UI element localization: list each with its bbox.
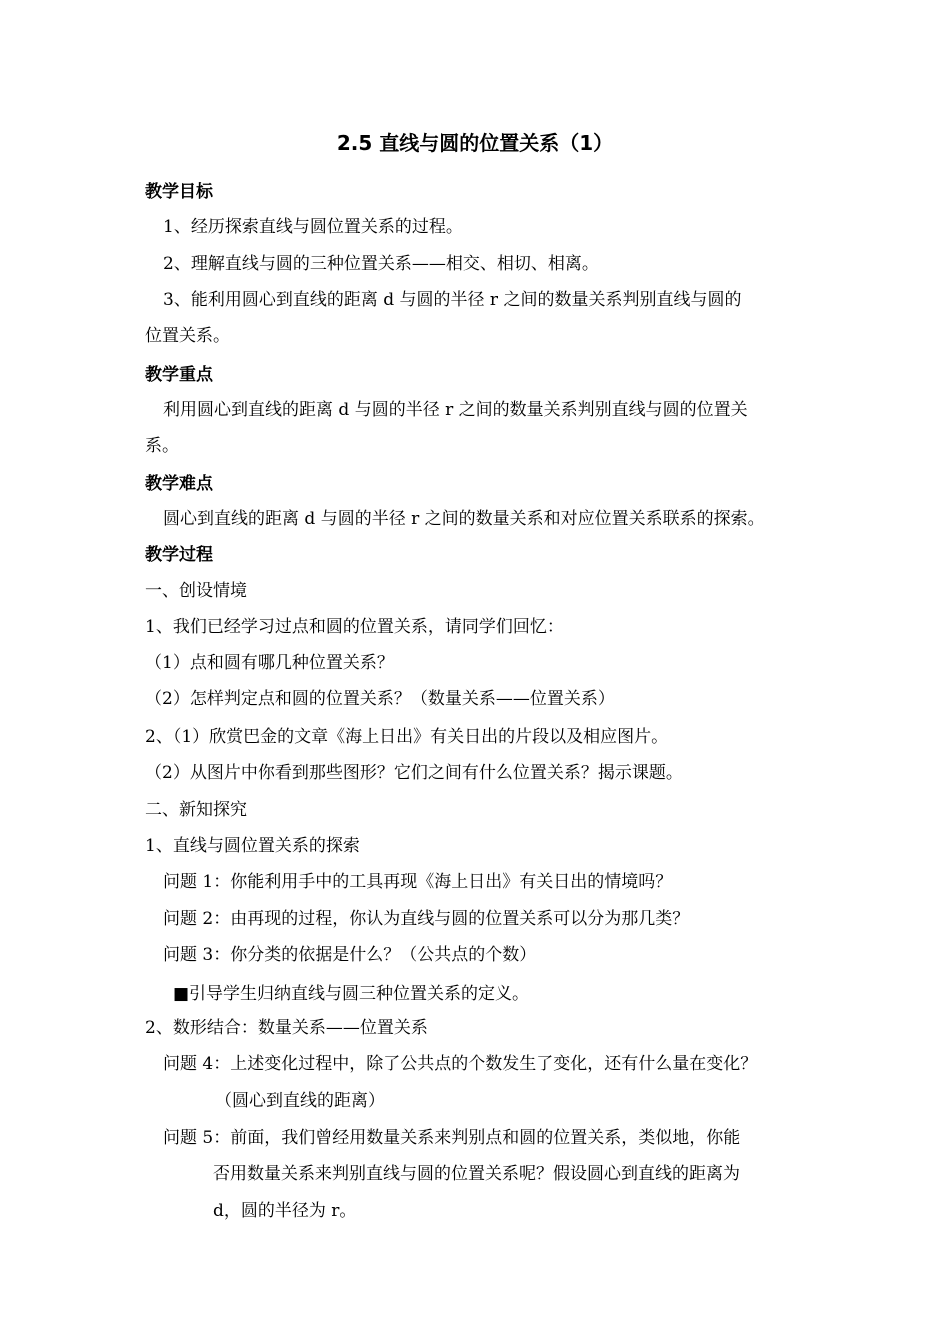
objective-item: 1、经历探索直线与圆位置关系的过程。 xyxy=(163,217,463,237)
question-answer: （圆心到直线的距离） xyxy=(215,1091,385,1111)
key-point-heading: 教学重点 xyxy=(145,365,213,385)
question-line: 问题 4：上述变化过程中，除了公共点的个数发生了变化，还有什么量在变化？ xyxy=(163,1054,758,1074)
section-heading: 一、创设情境 xyxy=(145,581,247,601)
subsection-heading: 1、直线与圆位置关系的探索 xyxy=(145,836,360,856)
question-line: 问题 1：你能利用手中的工具再现《海上日出》有关日出的情境吗？ xyxy=(163,872,673,892)
key-point-text: 利用圆心到直线的距离 d 与圆的半径 r 之间的数量关系判别直线与圆的位置关 xyxy=(163,400,748,420)
process-heading: 教学过程 xyxy=(145,545,213,565)
difficulty-text: 圆心到直线的距离 d 与圆的半径 r 之间的数量关系和对应位置关系联系的探索。 xyxy=(163,509,765,529)
process-line: （1）点和圆有哪几种位置关系？ xyxy=(145,653,394,673)
process-line: 1、我们已经学习过点和圆的位置关系，请同学们回忆： xyxy=(145,617,564,637)
question-line-continued: 否用数量关系来判别直线与圆的位置关系呢？假设圆心到直线的距离为 xyxy=(213,1164,740,1184)
page-title: 2.5 直线与圆的位置关系（1） xyxy=(336,131,614,155)
objective-item: 2、理解直线与圆的三种位置关系——相交、相切、相离。 xyxy=(163,254,599,274)
key-point-text-continued: 系。 xyxy=(145,436,179,456)
objectives-heading: 教学目标 xyxy=(145,182,213,202)
process-line: （2）怎样判定点和圆的位置关系？（数量关系——位置关系） xyxy=(145,689,615,709)
section-heading: 二、新知探究 xyxy=(145,800,247,820)
question-line: 问题 5：前面，我们曾经用数量关系来判别点和圆的位置关系，类似地，你能 xyxy=(163,1128,741,1148)
question-line: 问题 2：由再现的过程，你认为直线与圆的位置关系可以分为那几类？ xyxy=(163,909,690,929)
difficulty-heading: 教学难点 xyxy=(145,474,213,494)
question-line: 问题 3：你分类的依据是什么？（公共点的个数） xyxy=(163,945,537,965)
objective-item: 3、能利用圆心到直线的距离 d 与圆的半径 r 之间的数量关系判别直线与圆的 xyxy=(163,290,742,310)
process-line: （2）从图片中你看到那些图形？它们之间有什么位置关系？揭示课题。 xyxy=(145,763,683,783)
subsection-heading: 2、数形结合：数量关系——位置关系 xyxy=(145,1018,428,1038)
process-line: 2、（1）欣赏巴金的文章《海上日出》有关日出的片段以及相应图片。 xyxy=(145,727,669,747)
objective-item-continued: 位置关系。 xyxy=(145,326,230,346)
question-line-continued: d，圆的半径为 r。 xyxy=(213,1201,357,1221)
guidance-line: ■引导学生归纳直线与圆三种位置关系的定义。 xyxy=(173,984,530,1004)
